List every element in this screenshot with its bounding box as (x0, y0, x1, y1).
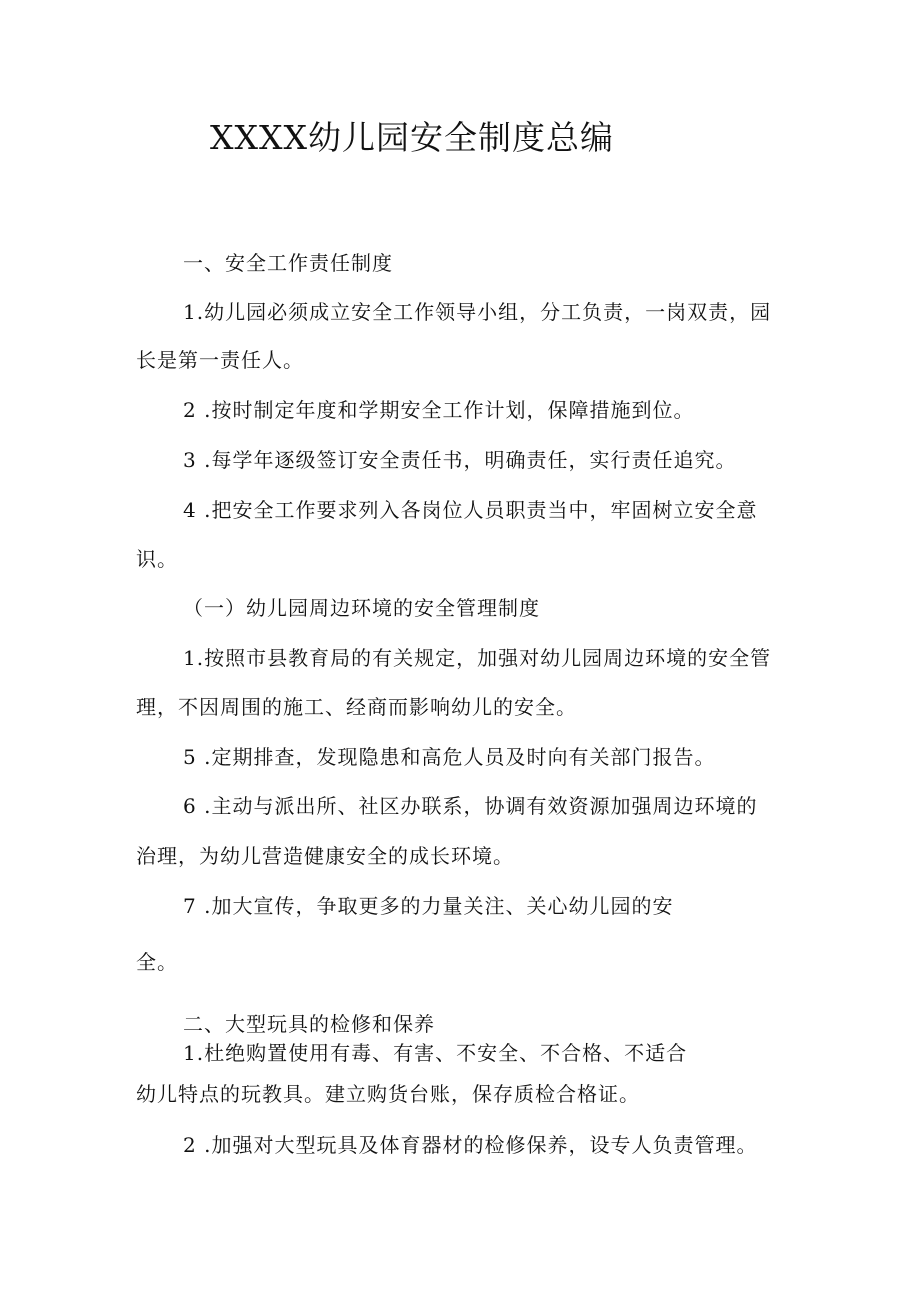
paragraph-line: 长是第一责任人。 (136, 348, 304, 372)
paragraph-line: 2 .按时制定年度和学期安全工作计划，保障措施到位。 (183, 398, 695, 422)
paragraph-line: 1.按照市县教育局的有关规定，加强对幼儿园周边环境的安全管 (183, 646, 772, 670)
paragraph-line: 识。 (136, 547, 178, 571)
paragraph-line: 3 .每学年逐级签订安全责任书，明确责任，实行责任追究。 (183, 448, 737, 472)
document-title: XXXX幼儿园安全制度总编 (210, 118, 614, 157)
paragraph-line: 理，不因周围的施工、经商而影响幼儿的安全。 (136, 695, 577, 719)
paragraph-line: 4 .把安全工作要求列入各岗位人员职责当中，牢固树立安全意 (183, 498, 758, 522)
section-heading-2: 二、大型玩具的检修和保养 (183, 1012, 435, 1036)
paragraph-line: 7 .加大宣传，争取更多的力量关注、关心幼儿园的安 (183, 894, 674, 918)
paragraph-line: 5 .定期排查，发现隐患和高危人员及时向有关部门报告。 (183, 745, 716, 769)
paragraph-line: 1.幼儿园必须成立安全工作领导小组，分工负责，一岗双责，园 (183, 300, 772, 324)
paragraph-line: 6 .主动与派出所、社区办联系，协调有效资源加强周边环境的 (183, 794, 758, 818)
paragraph-line: 全。 (136, 950, 178, 974)
section-heading-1: 一、安全工作责任制度 (183, 251, 393, 275)
paragraph-line: 2 .加强对大型玩具及体育器材的检修保养，设专人负责管理。 (183, 1133, 758, 1157)
paragraph-line: 1.杜绝购置使用有毒、有害、不安全、不合格、不适合 (183, 1041, 688, 1065)
paragraph-line: 治理，为幼儿营造健康安全的成长环境。 (136, 844, 514, 868)
subsection-heading: （一）幼儿园周边环境的安全管理制度 (183, 596, 540, 620)
paragraph-line: 幼儿特点的玩教具。建立购货台账，保存质检合格证。 (136, 1082, 640, 1106)
